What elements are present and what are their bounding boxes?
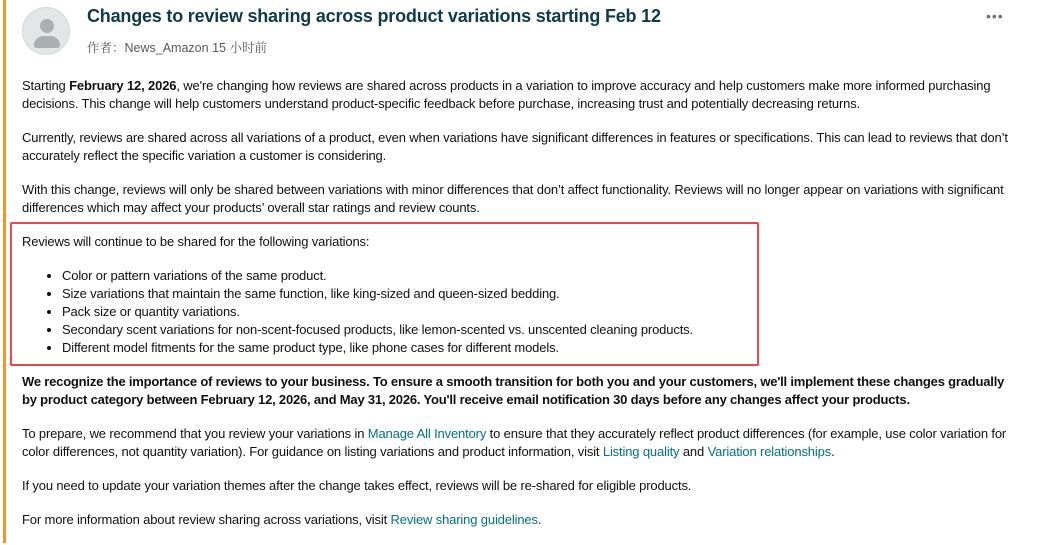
post-time: 15 小时前 <box>212 41 267 55</box>
shared-variations-section <box>22 233 693 357</box>
date-bold: February 12, 2026 <box>69 78 177 93</box>
text: To prepare, we recommend that you review your variations in <box>22 426 368 441</box>
ellipsis-icon[interactable]: ••• <box>986 8 1004 24</box>
list-item: • Size variations that maintain the same function, like king-sized and queen-sized bedding. <box>62 285 693 303</box>
list-intro: Reviews will continue to be shared for the following variations: <box>22 234 370 249</box>
post-body-rest <box>22 425 1022 545</box>
manage-inventory-link[interactable]: Manage All Inventory <box>367 426 487 441</box>
paragraph-more-info <box>22 511 1022 529</box>
text: to ensure that they accurately reflect product differences (for example, use color variation for color differences, not quantity variation). For guidance on listing variations and product information, visit <box>22 426 1007 459</box>
paragraph-current: Currently, reviews are shared across all variations of a product, even when variations have significant differences in features or specifications. This can lead to reviews that don’t accurately reflect the specific variation a customer is considering. <box>22 130 1008 163</box>
list-item: • Secondary scent variations for non-scent-focused products, like lemon-scented vs. unscented cleaning products. <box>62 321 693 339</box>
text: . <box>831 444 835 459</box>
accent-bar <box>3 0 6 543</box>
text: . <box>537 512 542 527</box>
review-sharing-guidelines-link[interactable]: Review sharing guidelines <box>390 512 538 527</box>
user-avatar-icon[interactable] <box>22 7 70 55</box>
avatar-head <box>40 19 54 33</box>
author-prefix: 作者： <box>87 41 125 55</box>
paragraph-change: With this change, reviews will only be shared between variations with minor differences that don’t affect functionality. Reviews will no longer appear on variations with significant differences which may affect your products’ overall star ratings and review counts. <box>22 182 1004 215</box>
variation-relationships-link[interactable]: Variation relationships <box>707 444 832 459</box>
post-body <box>22 77 1022 233</box>
author-name[interactable]: News_Amazon <box>124 41 209 55</box>
paragraph-prepare <box>22 425 1022 461</box>
paragraph-intro <box>22 77 1022 113</box>
text: and <box>679 444 708 459</box>
list-item: • Pack size or quantity variations. <box>62 303 693 321</box>
paragraph-update: If you need to update your variation themes after the change takes effect, reviews will be re-shared for eligible products. <box>22 478 692 493</box>
text: For more information about review sharing across variations, visit <box>22 512 391 527</box>
list-item: • Color or pattern variations of the same product. <box>62 267 693 285</box>
variation-list <box>22 267 693 357</box>
list-item: • Different model fitments for the same product type, like phone cases for different models. <box>62 339 693 357</box>
text: , we're changing how reviews are shared across products in a variation to improve accuracy and help customers make more informed purchasing decisions. This change will help customers understand product-specific feedback before purchase, increasing trust and potentially decreasing returns. <box>22 78 991 111</box>
listing-quality-link[interactable]: Listing quality <box>602 444 680 459</box>
post-meta <box>87 38 267 56</box>
avatar-body <box>34 36 60 48</box>
paragraph-transition: We recognize the importance of reviews to your business. To ensure a smooth transition for both you and your customers, we'll implement these changes gradually by product category between February 12, 2026, and May 31, 2026. You'll receive email notification 30 days before any changes affect your products. <box>22 374 1005 407</box>
post-title[interactable]: Changes to review sharing across product variations starting Feb 12 <box>87 6 661 26</box>
text: Starting <box>22 78 70 93</box>
